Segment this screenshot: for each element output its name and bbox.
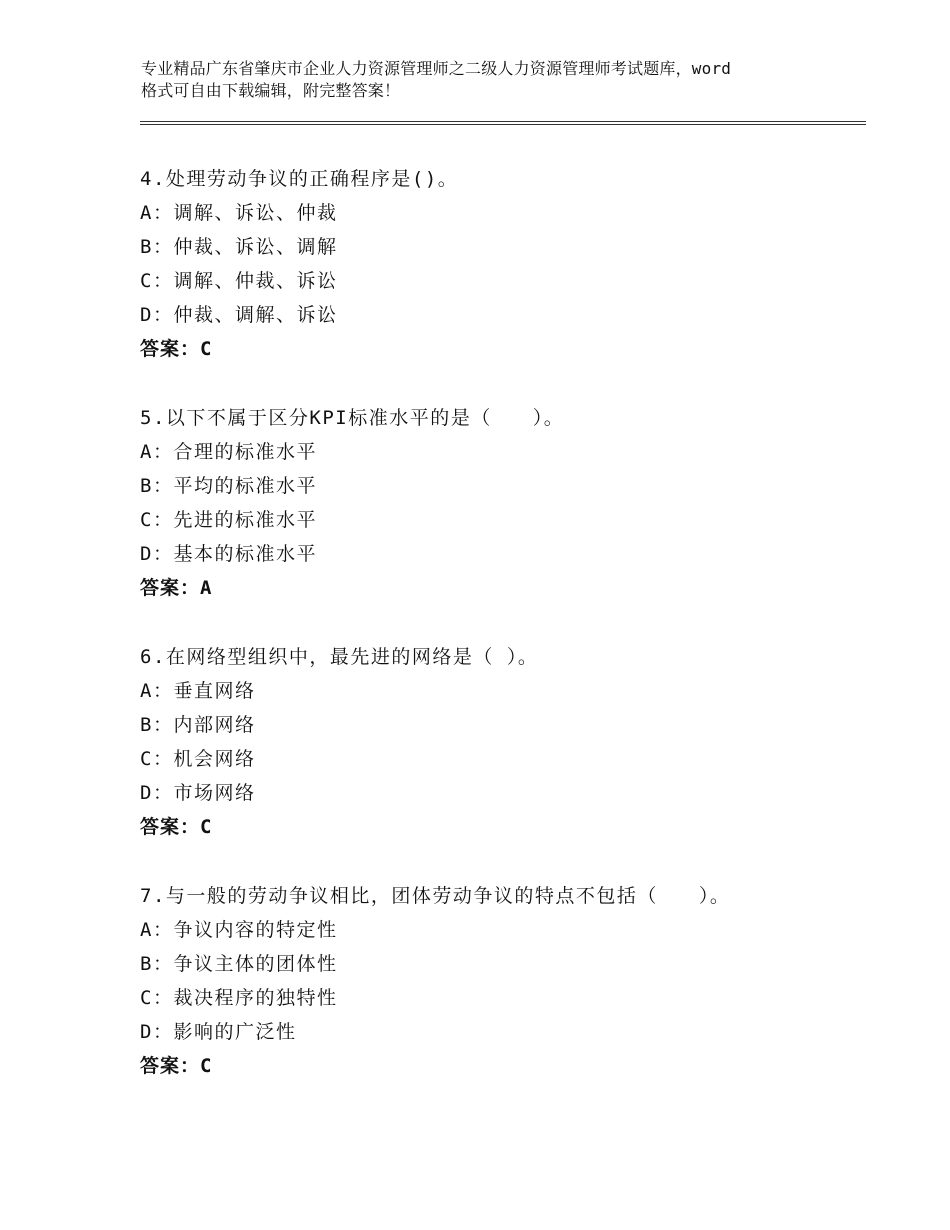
option-d: D：仲裁、调解、诉讼 <box>140 304 338 326</box>
answer: 答案：A <box>140 577 213 599</box>
option-b: B：争议主体的团体性 <box>140 953 338 975</box>
answer: 答案：C <box>140 338 213 360</box>
question-title: 4.处理劳动争议的正确程序是()。 <box>140 168 459 190</box>
option-d: D：基本的标准水平 <box>140 543 317 565</box>
question-title: 6.在网络型组织中，最先进的网络是（ ）。 <box>140 646 539 668</box>
question-6 <box>140 640 880 844</box>
header-divider-top <box>140 121 866 122</box>
option-a: A：调解、诉讼、仲裁 <box>140 202 338 224</box>
option-b: B：仲裁、诉讼、调解 <box>140 236 338 258</box>
option-a: A：垂直网络 <box>140 680 256 702</box>
option-b: B：平均的标准水平 <box>140 475 317 497</box>
option-c: C：调解、仲裁、诉讼 <box>140 270 338 292</box>
option-c: C：先进的标准水平 <box>140 509 317 531</box>
option-d: D：影响的广泛性 <box>140 1021 297 1043</box>
header-divider-bottom <box>140 124 866 125</box>
answer: 答案：C <box>140 816 213 838</box>
question-7 <box>140 879 880 1083</box>
option-a: A：合理的标准水平 <box>140 441 317 463</box>
question-4 <box>140 162 880 366</box>
question-title: 5.以下不属于区分KPI标准水平的是（ ）。 <box>140 407 565 429</box>
option-b: B：内部网络 <box>140 714 256 736</box>
header-line-1: 专业精品广东省肇庆市企业人力资源管理师之二级人力资源管理师考试题库，word <box>141 59 732 78</box>
header-line-2: 格式可自由下载编辑，附完整答案！ <box>141 81 401 100</box>
document-header <box>141 58 841 102</box>
option-c: C：裁决程序的独特性 <box>140 987 338 1009</box>
option-a: A：争议内容的特定性 <box>140 919 338 941</box>
question-title: 7.与一般的劳动争议相比，团体劳动争议的特点不包括（ ）。 <box>140 885 731 907</box>
answer: 答案：C <box>140 1055 213 1077</box>
option-d: D：市场网络 <box>140 782 256 804</box>
option-c: C：机会网络 <box>140 748 256 770</box>
question-5 <box>140 401 880 605</box>
